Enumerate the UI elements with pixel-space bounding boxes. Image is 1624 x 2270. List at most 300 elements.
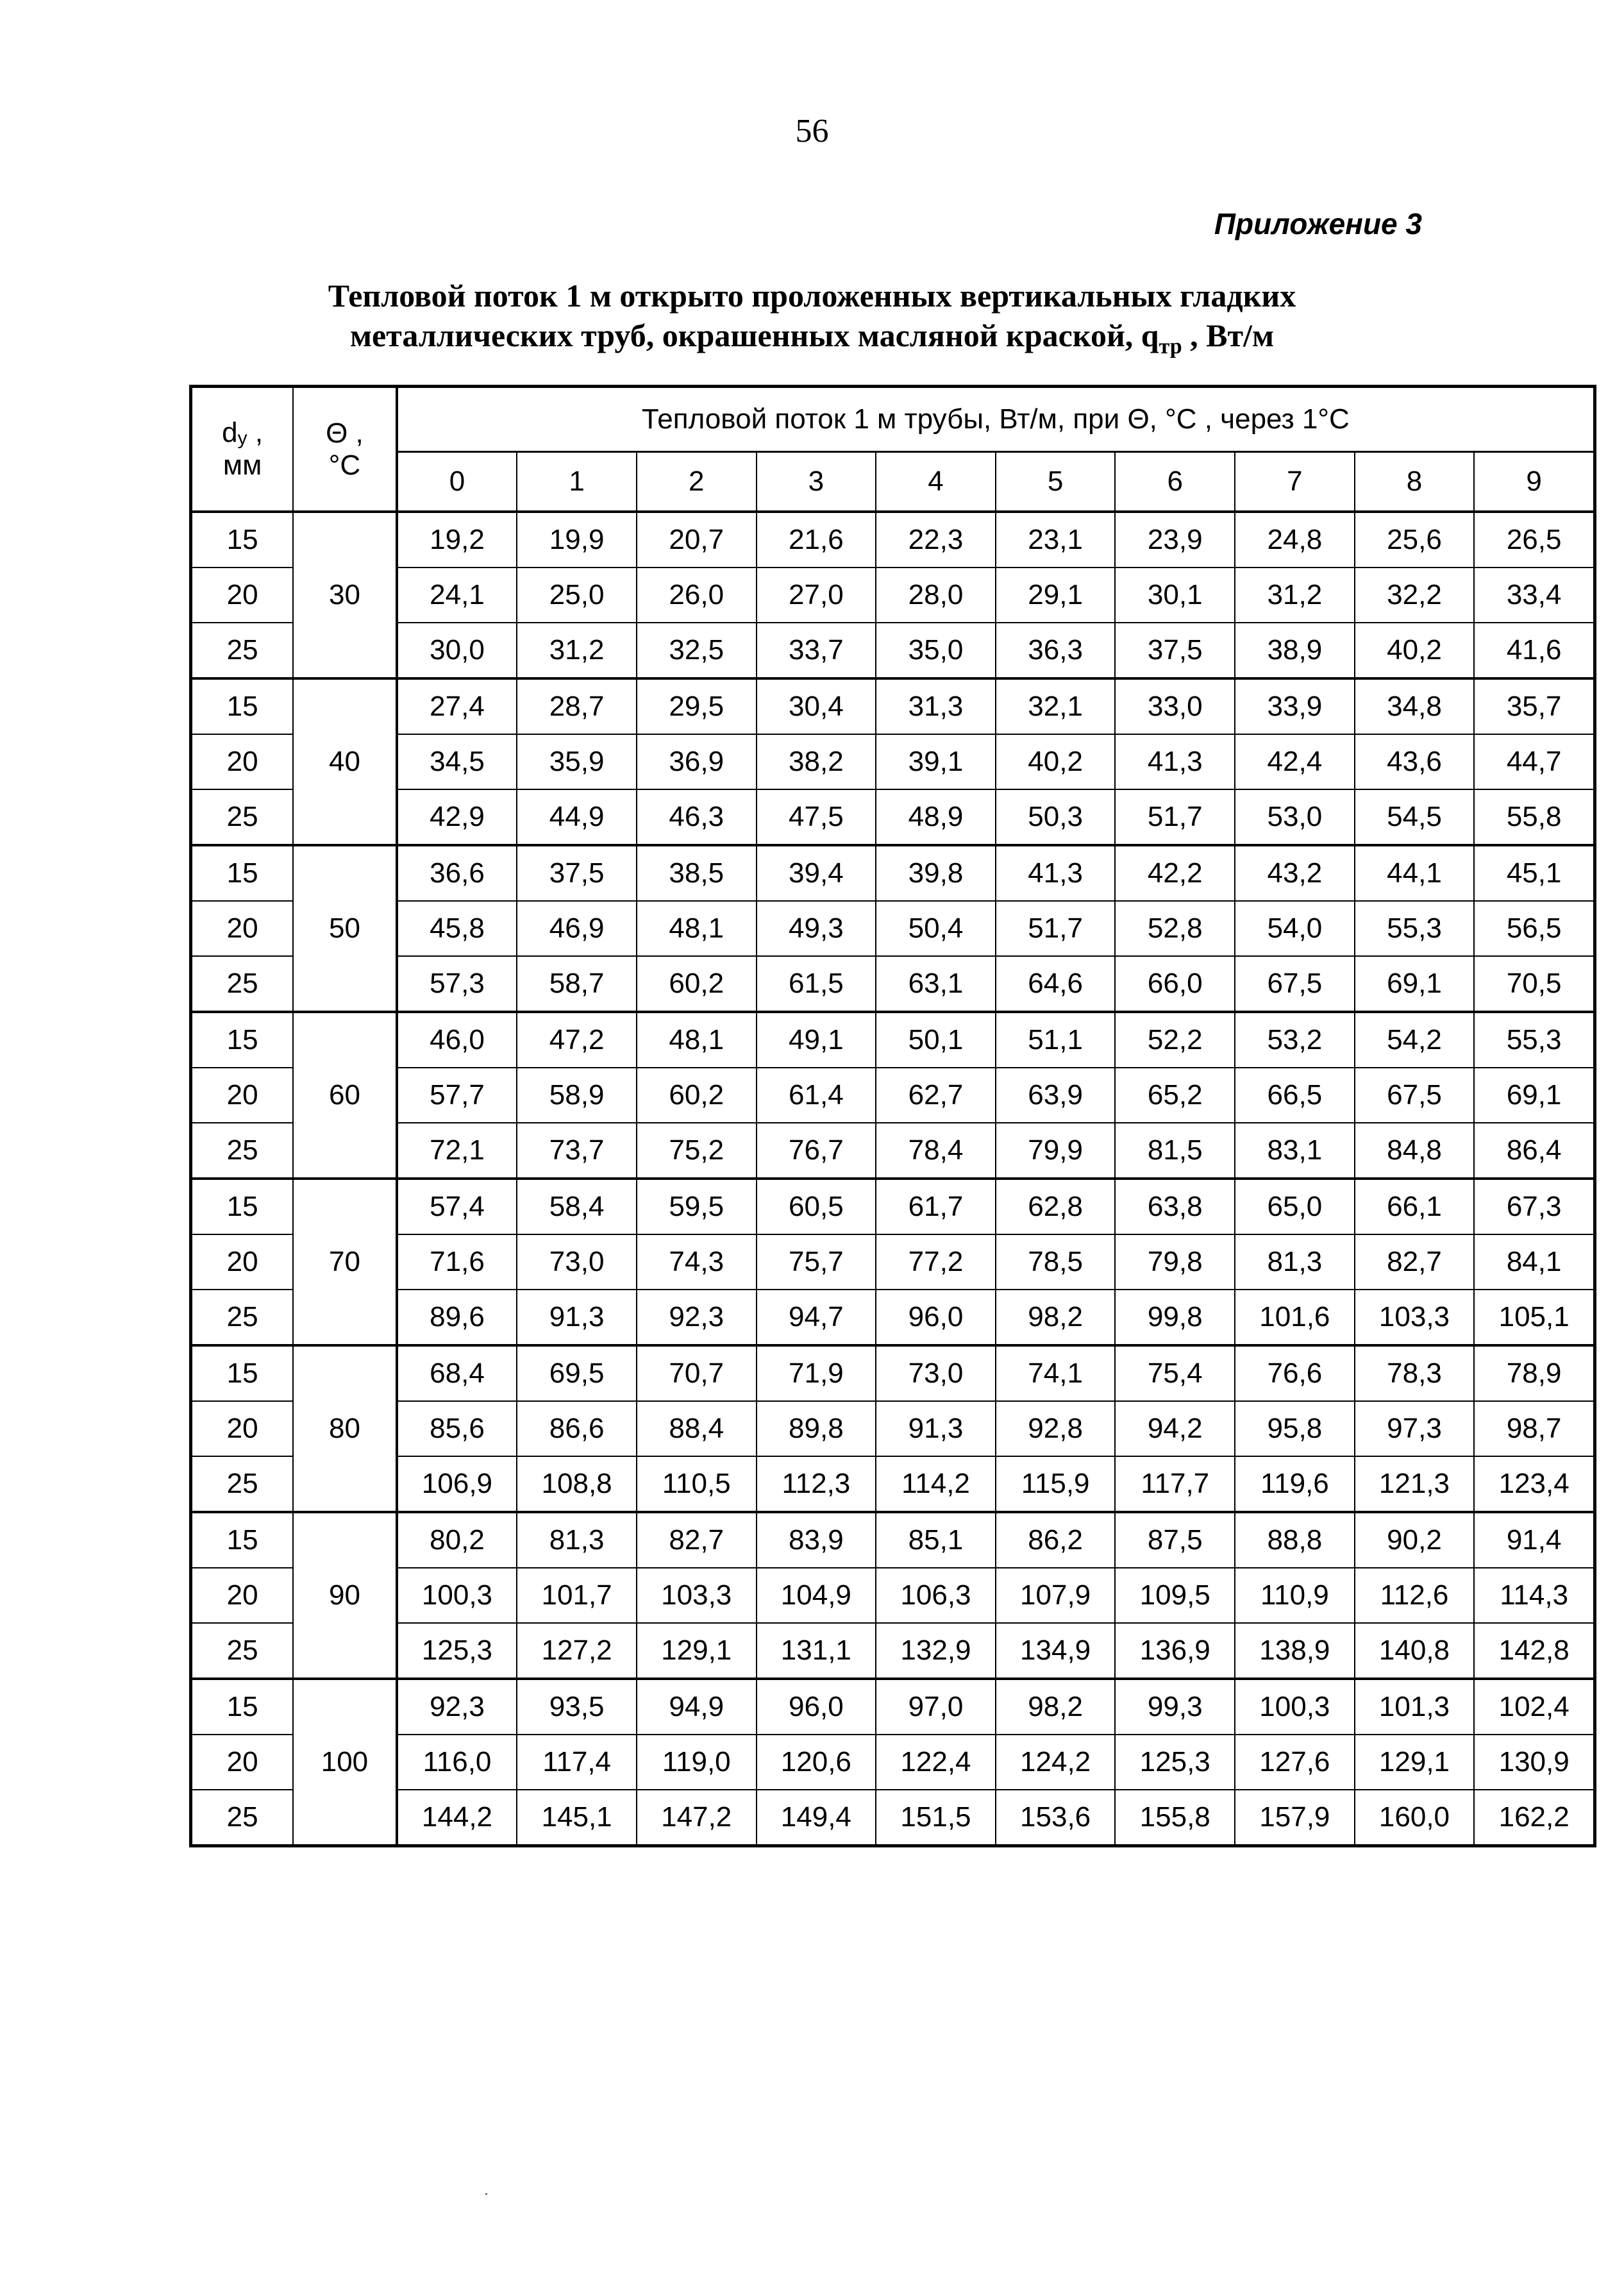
value-cell: 67,3 — [1474, 1179, 1595, 1234]
table-row — [191, 1179, 1595, 1234]
table-row — [191, 1623, 1595, 1679]
value-cell: 71,6 — [397, 1234, 517, 1290]
value-cell: 60,2 — [637, 956, 757, 1012]
value-cell: 75,2 — [637, 1123, 757, 1179]
value-cell: 49,3 — [757, 901, 876, 956]
value-cell: 39,4 — [757, 845, 876, 901]
value-cell: 127,6 — [1235, 1735, 1355, 1790]
value-cell: 76,6 — [1235, 1345, 1355, 1401]
value-cell: 78,4 — [876, 1123, 996, 1179]
value-cell: 24,8 — [1235, 512, 1355, 568]
dy-cell: 25 — [191, 789, 294, 845]
appendix-label: Приложение 3 — [1214, 207, 1422, 240]
value-cell: 42,2 — [1115, 845, 1235, 901]
value-cell: 69,5 — [517, 1345, 637, 1401]
value-cell: 61,5 — [757, 956, 876, 1012]
table-row — [191, 678, 1595, 734]
dy-cell: 15 — [191, 512, 294, 568]
theta-cell: 90 — [293, 1512, 396, 1679]
dy-cell: 25 — [191, 1290, 294, 1345]
value-cell: 131,1 — [757, 1623, 876, 1679]
digit-header: 6 — [1115, 452, 1235, 512]
value-cell: 35,0 — [876, 623, 996, 678]
value-cell: 43,2 — [1235, 845, 1355, 901]
value-cell: 36,6 — [397, 845, 517, 901]
value-cell: 32,2 — [1355, 568, 1475, 623]
value-cell: 38,5 — [637, 845, 757, 901]
table-row — [191, 789, 1595, 845]
value-cell: 69,1 — [1474, 1068, 1595, 1123]
value-cell: 21,6 — [757, 512, 876, 568]
value-cell: 25,0 — [517, 568, 637, 623]
value-cell: 96,0 — [757, 1679, 876, 1735]
value-cell: 19,9 — [517, 512, 637, 568]
value-cell: 28,0 — [876, 568, 996, 623]
value-cell: 94,7 — [757, 1290, 876, 1345]
value-cell: 61,7 — [876, 1179, 996, 1234]
value-cell: 37,5 — [517, 845, 637, 901]
table-row — [191, 512, 1595, 568]
theta-cell: 70 — [293, 1179, 396, 1345]
value-cell: 63,1 — [876, 956, 996, 1012]
value-cell: 162,2 — [1474, 1790, 1595, 1846]
table-row — [191, 1512, 1595, 1568]
value-cell: 42,4 — [1235, 734, 1355, 789]
table-row — [191, 1568, 1595, 1623]
digit-header: 7 — [1235, 452, 1355, 512]
dy-cell: 25 — [191, 623, 294, 678]
value-cell: 85,1 — [876, 1512, 996, 1568]
value-cell: 28,7 — [517, 678, 637, 734]
value-cell: 119,6 — [1235, 1456, 1355, 1512]
value-cell: 38,2 — [757, 734, 876, 789]
value-cell: 110,9 — [1235, 1568, 1355, 1623]
value-cell: 101,3 — [1355, 1679, 1475, 1735]
value-cell: 55,3 — [1355, 901, 1475, 956]
table-row — [191, 1290, 1595, 1345]
value-cell: 66,1 — [1355, 1179, 1475, 1234]
value-cell: 125,3 — [1115, 1735, 1235, 1790]
dy-cell: 25 — [191, 1456, 294, 1512]
value-cell: 27,4 — [397, 678, 517, 734]
heat-flow-table — [189, 385, 1596, 1847]
theta-cell: 50 — [293, 845, 396, 1012]
value-cell: 37,5 — [1115, 623, 1235, 678]
theta-cell: 40 — [293, 678, 396, 845]
value-cell: 50,1 — [876, 1012, 996, 1068]
table-row — [191, 734, 1595, 789]
table-row — [191, 1234, 1595, 1290]
value-cell: 96,0 — [876, 1290, 996, 1345]
value-cell: 155,8 — [1115, 1790, 1235, 1846]
table-row — [191, 1012, 1595, 1068]
value-cell: 40,2 — [1355, 623, 1475, 678]
dy-cell: 20 — [191, 1568, 294, 1623]
col-header-dy: dy , мм — [191, 387, 294, 512]
value-cell: 81,5 — [1115, 1123, 1235, 1179]
digit-header: 3 — [757, 452, 876, 512]
dy-cell: 15 — [191, 678, 294, 734]
value-cell: 58,9 — [517, 1068, 637, 1123]
value-cell: 130,9 — [1474, 1735, 1595, 1790]
table-row — [191, 1735, 1595, 1790]
value-cell: 92,8 — [996, 1401, 1116, 1456]
col-header-heat-flow: Тепловой поток 1 м трубы, Вт/м, при Θ, °C , через 1°C — [397, 387, 1595, 452]
value-cell: 127,2 — [517, 1623, 637, 1679]
value-cell: 60,2 — [637, 1068, 757, 1123]
value-cell: 73,0 — [517, 1234, 637, 1290]
value-cell: 81,3 — [517, 1512, 637, 1568]
value-cell: 107,9 — [996, 1568, 1116, 1623]
value-cell: 53,0 — [1235, 789, 1355, 845]
dy-cell: 20 — [191, 1234, 294, 1290]
value-cell: 60,5 — [757, 1179, 876, 1234]
value-cell: 100,3 — [1235, 1679, 1355, 1735]
value-cell: 46,0 — [397, 1012, 517, 1068]
value-cell: 86,2 — [996, 1512, 1116, 1568]
value-cell: 57,7 — [397, 1068, 517, 1123]
value-cell: 75,7 — [757, 1234, 876, 1290]
value-cell: 110,5 — [637, 1456, 757, 1512]
value-cell: 26,5 — [1474, 512, 1595, 568]
value-cell: 50,4 — [876, 901, 996, 956]
value-cell: 89,8 — [757, 1401, 876, 1456]
value-cell: 125,3 — [397, 1623, 517, 1679]
digits-header-row — [191, 452, 1595, 512]
value-cell: 123,4 — [1474, 1456, 1595, 1512]
dy-cell: 20 — [191, 734, 294, 789]
value-cell: 56,5 — [1474, 901, 1595, 956]
value-cell: 122,4 — [876, 1735, 996, 1790]
value-cell: 75,4 — [1115, 1345, 1235, 1401]
value-cell: 117,7 — [1115, 1456, 1235, 1512]
value-cell: 55,3 — [1474, 1012, 1595, 1068]
value-cell: 98,2 — [996, 1290, 1116, 1345]
dy-cell: 15 — [191, 1512, 294, 1568]
value-cell: 101,6 — [1235, 1290, 1355, 1345]
value-cell: 102,4 — [1474, 1679, 1595, 1735]
value-cell: 39,8 — [876, 845, 996, 901]
value-cell: 42,9 — [397, 789, 517, 845]
dy-cell: 25 — [191, 1123, 294, 1179]
table-row — [191, 1679, 1595, 1735]
value-cell: 35,9 — [517, 734, 637, 789]
value-cell: 45,1 — [1474, 845, 1595, 901]
value-cell: 136,9 — [1115, 1623, 1235, 1679]
value-cell: 109,5 — [1115, 1568, 1235, 1623]
value-cell: 31,3 — [876, 678, 996, 734]
value-cell: 52,8 — [1115, 901, 1235, 956]
table-row — [191, 956, 1595, 1012]
value-cell: 64,6 — [996, 956, 1116, 1012]
value-cell: 79,8 — [1115, 1234, 1235, 1290]
value-cell: 145,1 — [517, 1790, 637, 1846]
table-row — [191, 1068, 1595, 1123]
value-cell: 74,3 — [637, 1234, 757, 1290]
value-cell: 104,9 — [757, 1568, 876, 1623]
value-cell: 41,3 — [1115, 734, 1235, 789]
value-cell: 66,0 — [1115, 956, 1235, 1012]
value-cell: 91,4 — [1474, 1512, 1595, 1568]
value-cell: 30,1 — [1115, 568, 1235, 623]
value-cell: 31,2 — [1235, 568, 1355, 623]
value-cell: 115,9 — [996, 1456, 1116, 1512]
value-cell: 114,2 — [876, 1456, 996, 1512]
value-cell: 49,1 — [757, 1012, 876, 1068]
value-cell: 100,3 — [397, 1568, 517, 1623]
value-cell: 34,5 — [397, 734, 517, 789]
value-cell: 54,2 — [1355, 1012, 1475, 1068]
value-cell: 87,5 — [1115, 1512, 1235, 1568]
value-cell: 20,7 — [637, 512, 757, 568]
value-cell: 85,6 — [397, 1401, 517, 1456]
value-cell: 88,4 — [637, 1401, 757, 1456]
value-cell: 119,0 — [637, 1735, 757, 1790]
value-cell: 66,5 — [1235, 1068, 1355, 1123]
value-cell: 46,3 — [637, 789, 757, 845]
value-cell: 153,6 — [996, 1790, 1116, 1846]
value-cell: 92,3 — [397, 1679, 517, 1735]
value-cell: 80,2 — [397, 1512, 517, 1568]
value-cell: 78,5 — [996, 1234, 1116, 1290]
value-cell: 124,2 — [996, 1735, 1116, 1790]
value-cell: 61,4 — [757, 1068, 876, 1123]
dy-cell: 20 — [191, 1401, 294, 1456]
theta-cell: 60 — [293, 1012, 396, 1179]
table-row — [191, 623, 1595, 678]
value-cell: 132,9 — [876, 1623, 996, 1679]
value-cell: 59,5 — [637, 1179, 757, 1234]
value-cell: 48,1 — [637, 1012, 757, 1068]
value-cell: 40,2 — [996, 734, 1116, 789]
table-row — [191, 901, 1595, 956]
title-line-1: Тепловой поток 1 м открыто проложенных вертикальных гладких — [328, 278, 1296, 314]
value-cell: 157,9 — [1235, 1790, 1355, 1846]
value-cell: 51,7 — [1115, 789, 1235, 845]
value-cell: 22,3 — [876, 512, 996, 568]
value-cell: 63,9 — [996, 1068, 1116, 1123]
dy-cell: 15 — [191, 1345, 294, 1401]
value-cell: 27,0 — [757, 568, 876, 623]
value-cell: 31,2 — [517, 623, 637, 678]
value-cell: 35,7 — [1474, 678, 1595, 734]
value-cell: 30,4 — [757, 678, 876, 734]
value-cell: 88,8 — [1235, 1512, 1355, 1568]
value-cell: 140,8 — [1355, 1623, 1475, 1679]
value-cell: 120,6 — [757, 1735, 876, 1790]
value-cell: 69,1 — [1355, 956, 1475, 1012]
value-cell: 98,2 — [996, 1679, 1116, 1735]
value-cell: 97,0 — [876, 1679, 996, 1735]
value-cell: 151,5 — [876, 1790, 996, 1846]
value-cell: 65,0 — [1235, 1179, 1355, 1234]
value-cell: 147,2 — [637, 1790, 757, 1846]
value-cell: 33,4 — [1474, 568, 1595, 623]
value-cell: 26,0 — [637, 568, 757, 623]
value-cell: 94,9 — [637, 1679, 757, 1735]
value-cell: 52,2 — [1115, 1012, 1235, 1068]
table-row — [191, 568, 1595, 623]
value-cell: 48,9 — [876, 789, 996, 845]
value-cell: 106,9 — [397, 1456, 517, 1512]
col-header-theta: Θ , °C — [293, 387, 396, 512]
value-cell: 129,1 — [637, 1623, 757, 1679]
value-cell: 77,2 — [876, 1234, 996, 1290]
value-cell: 73,0 — [876, 1345, 996, 1401]
dy-cell: 20 — [191, 1735, 294, 1790]
value-cell: 103,3 — [1355, 1290, 1475, 1345]
value-cell: 33,7 — [757, 623, 876, 678]
value-cell: 57,4 — [397, 1179, 517, 1234]
value-cell: 62,7 — [876, 1068, 996, 1123]
value-cell: 47,2 — [517, 1012, 637, 1068]
digit-header: 2 — [637, 452, 757, 512]
value-cell: 54,0 — [1235, 901, 1355, 956]
value-cell: 23,9 — [1115, 512, 1235, 568]
value-cell: 41,6 — [1474, 623, 1595, 678]
value-cell: 79,9 — [996, 1123, 1116, 1179]
value-cell: 25,6 — [1355, 512, 1475, 568]
value-cell: 44,1 — [1355, 845, 1475, 901]
value-cell: 99,3 — [1115, 1679, 1235, 1735]
value-cell: 32,1 — [996, 678, 1116, 734]
value-cell: 117,4 — [517, 1735, 637, 1790]
value-cell: 57,3 — [397, 956, 517, 1012]
dy-cell: 20 — [191, 901, 294, 956]
digit-header: 9 — [1474, 452, 1595, 512]
value-cell: 86,6 — [517, 1401, 637, 1456]
value-cell: 91,3 — [517, 1290, 637, 1345]
value-cell: 63,8 — [1115, 1179, 1235, 1234]
value-cell: 70,7 — [637, 1345, 757, 1401]
value-cell: 74,1 — [996, 1345, 1116, 1401]
dy-cell: 15 — [191, 1012, 294, 1068]
value-cell: 58,4 — [517, 1179, 637, 1234]
table-row — [191, 1123, 1595, 1179]
value-cell: 97,3 — [1355, 1401, 1475, 1456]
value-cell: 103,3 — [637, 1568, 757, 1623]
value-cell: 76,7 — [757, 1123, 876, 1179]
value-cell: 39,1 — [876, 734, 996, 789]
value-cell: 51,7 — [996, 901, 1116, 956]
table-body — [191, 512, 1595, 1846]
value-cell: 36,3 — [996, 623, 1116, 678]
value-cell: 92,3 — [637, 1290, 757, 1345]
digit-header: 4 — [876, 452, 996, 512]
table-row — [191, 845, 1595, 901]
value-cell: 55,8 — [1474, 789, 1595, 845]
value-cell: 50,3 — [996, 789, 1116, 845]
value-cell: 23,1 — [996, 512, 1116, 568]
value-cell: 19,2 — [397, 512, 517, 568]
value-cell: 81,3 — [1235, 1234, 1355, 1290]
value-cell: 95,8 — [1235, 1401, 1355, 1456]
theta-cell: 80 — [293, 1345, 396, 1512]
title-line-2: металлических труб, окрашенных масляной краской, $q_{тр}$ , Вт/м — [349, 317, 1274, 358]
value-cell: 78,3 — [1355, 1345, 1475, 1401]
dy-cell: 25 — [191, 956, 294, 1012]
value-cell: 45,8 — [397, 901, 517, 956]
value-cell: 89,6 — [397, 1290, 517, 1345]
value-cell: 41,3 — [996, 845, 1116, 901]
value-cell: 84,8 — [1355, 1123, 1475, 1179]
value-cell: 105,1 — [1474, 1290, 1595, 1345]
digit-header: 0 — [397, 452, 517, 512]
digit-header: 5 — [996, 452, 1116, 512]
value-cell: 121,3 — [1355, 1456, 1475, 1512]
value-cell: 84,1 — [1474, 1234, 1595, 1290]
dy-cell: 20 — [191, 568, 294, 623]
value-cell: 70,5 — [1474, 956, 1595, 1012]
dy-cell: 25 — [191, 1790, 294, 1846]
value-cell: 106,3 — [876, 1568, 996, 1623]
dy-cell: 25 — [191, 1623, 294, 1679]
value-cell: 160,0 — [1355, 1790, 1475, 1846]
table-row — [191, 1345, 1595, 1401]
page-number: 56 — [795, 113, 829, 149]
table-row — [191, 1790, 1595, 1846]
value-cell: 53,2 — [1235, 1012, 1355, 1068]
value-cell: 108,8 — [517, 1456, 637, 1512]
value-cell: 34,8 — [1355, 678, 1475, 734]
value-cell: 46,9 — [517, 901, 637, 956]
value-cell: 83,9 — [757, 1512, 876, 1568]
value-cell: 129,1 — [1355, 1735, 1475, 1790]
value-cell: 86,4 — [1474, 1123, 1595, 1179]
value-cell: 144,2 — [397, 1790, 517, 1846]
value-cell: 33,0 — [1115, 678, 1235, 734]
value-cell: 67,5 — [1355, 1068, 1475, 1123]
value-cell: 101,7 — [517, 1568, 637, 1623]
value-cell: 134,9 — [996, 1623, 1116, 1679]
digit-header: 1 — [517, 452, 637, 512]
dy-cell: 15 — [191, 1679, 294, 1735]
value-cell: 91,3 — [876, 1401, 996, 1456]
value-cell: 73,7 — [517, 1123, 637, 1179]
value-cell: 72,1 — [397, 1123, 517, 1179]
value-cell: 83,1 — [1235, 1123, 1355, 1179]
theta-cell: 100 — [293, 1679, 396, 1846]
table-row — [191, 1456, 1595, 1512]
value-cell: 43,6 — [1355, 734, 1475, 789]
value-cell: 62,8 — [996, 1179, 1116, 1234]
table-title — [0, 276, 1624, 367]
value-cell: 65,2 — [1115, 1068, 1235, 1123]
dy-cell: 15 — [191, 845, 294, 901]
value-cell: 99,8 — [1115, 1290, 1235, 1345]
dy-cell: 20 — [191, 1068, 294, 1123]
value-cell: 38,9 — [1235, 623, 1355, 678]
value-cell: 32,5 — [637, 623, 757, 678]
dy-cell: 15 — [191, 1179, 294, 1234]
value-cell: 54,5 — [1355, 789, 1475, 845]
value-cell: 29,5 — [637, 678, 757, 734]
value-cell: 149,4 — [757, 1790, 876, 1846]
value-cell: 44,7 — [1474, 734, 1595, 789]
table-row — [191, 1401, 1595, 1456]
value-cell: 138,9 — [1235, 1623, 1355, 1679]
scan-speck — [485, 2193, 487, 2195]
value-cell: 78,9 — [1474, 1345, 1595, 1401]
value-cell: 82,7 — [637, 1512, 757, 1568]
value-cell: 68,4 — [397, 1345, 517, 1401]
value-cell: 30,0 — [397, 623, 517, 678]
value-cell: 51,1 — [996, 1012, 1116, 1068]
value-cell: 48,1 — [637, 901, 757, 956]
theta-cell: 30 — [293, 512, 396, 678]
value-cell: 67,5 — [1235, 956, 1355, 1012]
value-cell: 116,0 — [397, 1735, 517, 1790]
